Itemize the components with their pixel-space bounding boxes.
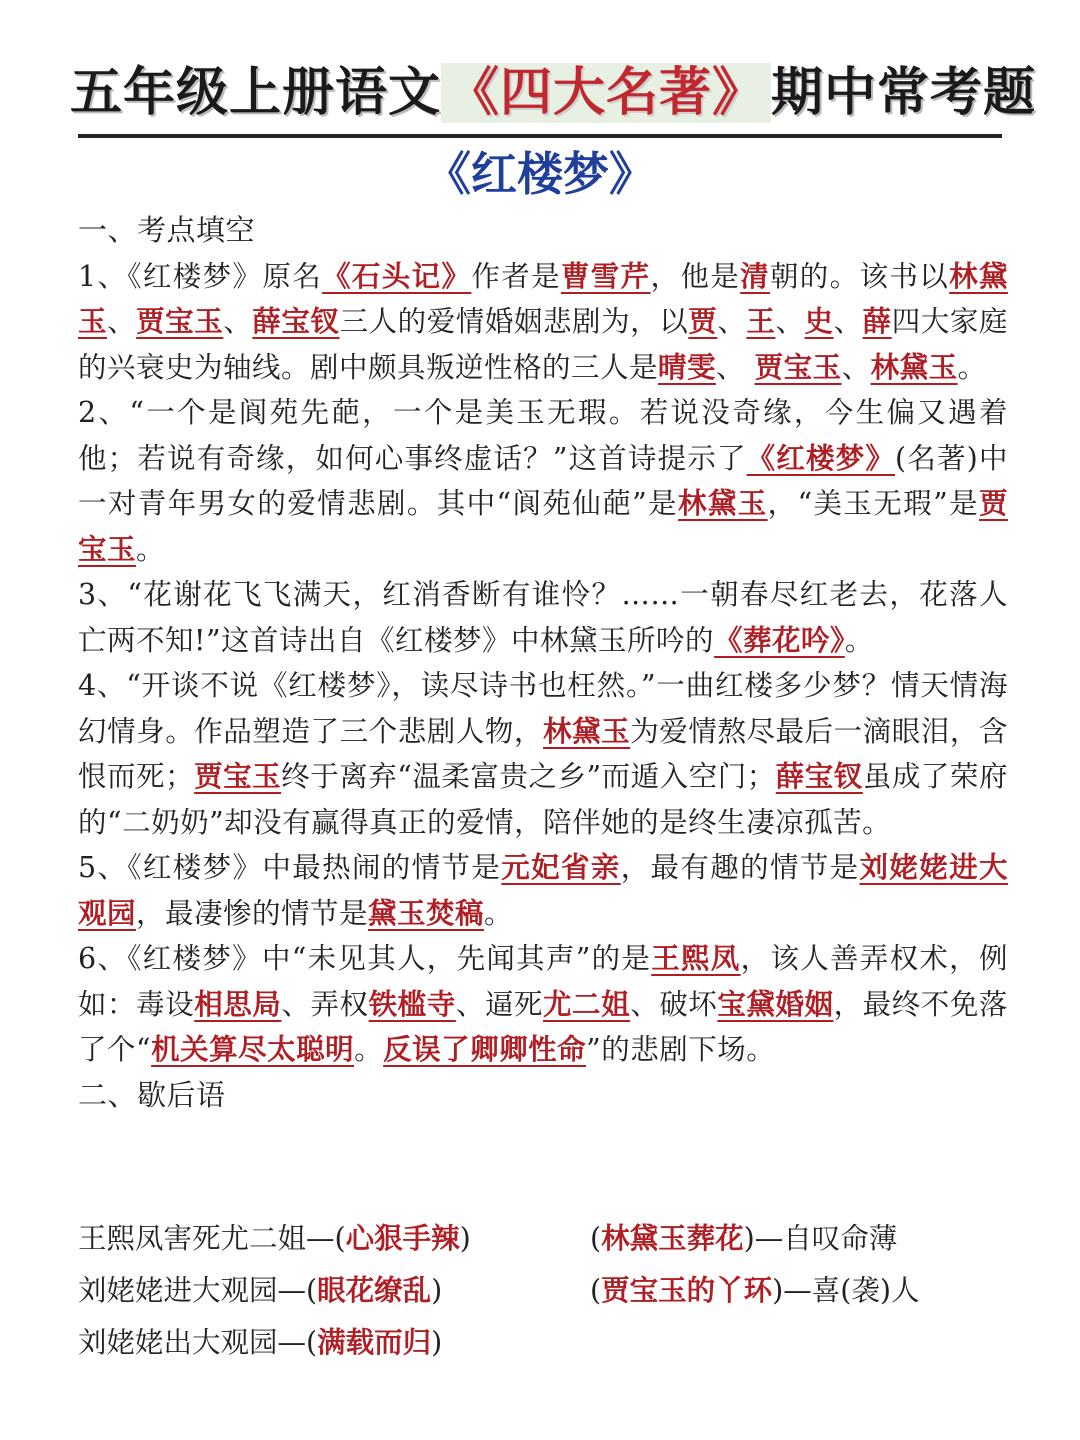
title-underline: [78, 134, 1002, 138]
q6-answer: 机关算尽太聪明: [151, 1032, 355, 1066]
question-2: [78, 390, 1008, 572]
q1-text: 、: [107, 305, 137, 338]
xiehouyu-answer: 贾宝玉的丫环: [601, 1273, 773, 1307]
q1-answer: 贾宝玉: [136, 304, 224, 338]
q1-answer: 清: [740, 258, 770, 293]
xiehouyu-text: )—自叹命薄: [743, 1222, 898, 1255]
q3-text: 3、“花谢花飞飞满天，红消香断有谁怜？……一朝春尽红老去，花落人亡两不知!”这首诗出自《红楼梦》中林黛玉所吟的: [78, 578, 1008, 657]
xiehouyu-row: [78, 1264, 1008, 1316]
title-left: 五年级上册语文: [70, 63, 442, 123]
q1-text: 、: [716, 350, 755, 384]
book-subtitle: 《红楼梦》: [425, 147, 655, 201]
q6-answer: 相思局: [194, 986, 282, 1021]
q4-answer: 林黛玉: [543, 713, 631, 748]
q1-text: ，他是: [650, 259, 741, 293]
q6-answer: 王熙凤: [651, 941, 741, 975]
xiehouyu-section: [78, 1212, 1008, 1368]
xiehouyu-text: 刘姥姥进大观园—(: [78, 1274, 318, 1307]
q6-text: 、逼死: [455, 987, 543, 1021]
q6-text: ，最终不免落了个“: [78, 987, 1008, 1066]
xiehouyu-item: [590, 1212, 897, 1265]
q1-answer: 晴雯: [658, 349, 717, 384]
question-1: [78, 254, 1008, 391]
xiehouyu-text: 王熙凤害死尤二姐—(: [78, 1222, 346, 1255]
q1-answer: 薛: [862, 304, 892, 338]
xiehouyu-text: )—喜(袭)人: [772, 1274, 920, 1307]
q6-answer: 反误了卿卿性命: [383, 1032, 587, 1066]
xiehouyu-answer: 心狠手辣: [345, 1221, 460, 1255]
q4-text: 4、“开谈不说《红楼梦》，读尽诗书也枉然。”一曲红楼多少梦？情天情海幻情身。作品塑造了三个悲剧人物，: [78, 669, 1008, 748]
q5-text: 5、《红楼梦》中最热闹的情节是: [78, 851, 502, 884]
q5-answer: 黛玉焚稿: [368, 895, 485, 930]
title-right: 期中常考题: [771, 63, 1037, 123]
q6-answer: 宝黛婚姻: [717, 986, 834, 1021]
q1-answer: 林黛玉: [870, 349, 958, 384]
q1-answer: 曹雪芹: [560, 258, 651, 293]
q5-answer: 刘姥姥进大观园: [78, 850, 1008, 930]
q1-answer: 史: [804, 304, 834, 338]
q5-text: 。: [484, 896, 514, 930]
page-title: [70, 58, 1037, 128]
q4-text: 为爱情熬尽最后一滴眼泪，含恨而死；: [78, 714, 1008, 793]
q3-text: 。: [844, 623, 874, 657]
q1-text: 、: [717, 305, 747, 338]
q2-text: 2、“一个是阆苑先葩，一个是美玉无瑕。若说没奇缘，今生偏又遇着他；若说有奇缘，如何心事终虚话？”这首诗提示了: [78, 396, 1008, 475]
q4-text: 虽成了荣府的“二奶奶”却没有赢得真正的爱情，陪伴她的是终生凄凉孤苦。: [78, 760, 1008, 839]
q5-answer: 元妃省亲: [501, 850, 621, 884]
xiehouyu-text: ): [431, 1274, 443, 1307]
q6-answer: 铁槛寺: [368, 986, 456, 1021]
xiehouyu-answer: 林黛玉葬花: [601, 1221, 744, 1255]
xiehouyu-text: 刘姥姥出大观园—(: [78, 1326, 318, 1359]
q1-answer: 林黛玉: [78, 258, 1008, 338]
xiehouyu-text: (: [590, 1222, 602, 1255]
q1-text: 作者是: [471, 259, 561, 293]
xiehouyu-answer: 满载而归: [317, 1325, 432, 1359]
xiehouyu-item: [78, 1212, 471, 1265]
q4-text: 终于离弃“温柔富贵之乡”而遁入空门；: [281, 760, 776, 793]
q1-text: 、: [223, 305, 253, 338]
q2-answer: 《红楼梦》: [746, 440, 896, 475]
xiehouyu-answer: 眼花缭乱: [317, 1273, 432, 1307]
q2-answer: 贾宝玉: [78, 486, 1008, 566]
q1-answer: 贾宝玉: [754, 349, 842, 384]
q6-text: ”的悲剧下场。: [586, 1033, 776, 1066]
xiehouyu-text: (: [590, 1274, 602, 1307]
section-heading-xiehouyu: 二、歇后语: [78, 1077, 226, 1112]
xiehouyu-row: [78, 1212, 1008, 1264]
xiehouyu-row: [78, 1316, 1008, 1368]
q4-answer: 薛宝钗: [775, 759, 863, 793]
q5-text: ，最有趣的情节是: [620, 851, 860, 884]
q1-text: 。: [957, 350, 987, 384]
question-6: [78, 936, 1008, 1073]
xiehouyu-item: [78, 1264, 442, 1317]
question-5: [78, 845, 1008, 936]
q1-text: 三人的爱情婚姻悲剧为，以: [339, 305, 689, 338]
q6-text: 6、《红楼梦》中“未见其人，先闻其声”的是: [78, 942, 652, 975]
q4-answer: 贾宝玉: [194, 759, 282, 793]
q6-text: ，该人善弄权术，例如：毒设: [78, 942, 1008, 1021]
question-4: [78, 663, 1008, 845]
q2-text: (名著)中一对青年男女的爱情悲剧。其中“阆苑仙葩”是: [78, 441, 1008, 520]
title-highlight: 《四大名著》: [441, 63, 771, 123]
xiehouyu-text: ): [459, 1222, 471, 1255]
q1-text: 、: [833, 305, 863, 338]
q2-text: ，“美玉无瑕”是: [767, 487, 979, 520]
xiehouyu-item: [78, 1316, 442, 1369]
section-heading-fill-in: 一、考点填空: [78, 213, 256, 247]
q1-text: 1、《红楼梦》原名: [78, 259, 323, 293]
q1-answer: 《石头记》: [322, 258, 472, 293]
q5-text: ，最凄惨的情节是: [136, 896, 369, 930]
q2-answer: 林黛玉: [677, 486, 768, 520]
q6-text: 、破坏: [630, 987, 718, 1021]
q1-text: 、: [775, 305, 805, 338]
q1-text: 四大家庭的兴衰史为轴线。剧中颇具叛逆性格的三人是: [78, 305, 1008, 384]
q1-answer: 王: [746, 304, 776, 338]
q6-answer: 尤二姐: [543, 986, 631, 1021]
q1-text: 、: [841, 350, 871, 384]
q2-text: 。: [136, 532, 166, 566]
q1-answer: 薛宝钗: [252, 304, 340, 338]
fill-in-section: [78, 208, 1008, 1118]
q1-answer: 贾: [688, 304, 718, 338]
q6-text: 、弄权: [281, 987, 369, 1021]
xiehouyu-item: [590, 1264, 920, 1317]
question-3: [78, 572, 1008, 663]
q3-answer: 《葬花吟》: [714, 622, 845, 657]
xiehouyu-text: ): [431, 1326, 443, 1359]
q6-text: 。: [354, 1033, 384, 1066]
q1-text: 朝的。该书以: [769, 259, 950, 293]
